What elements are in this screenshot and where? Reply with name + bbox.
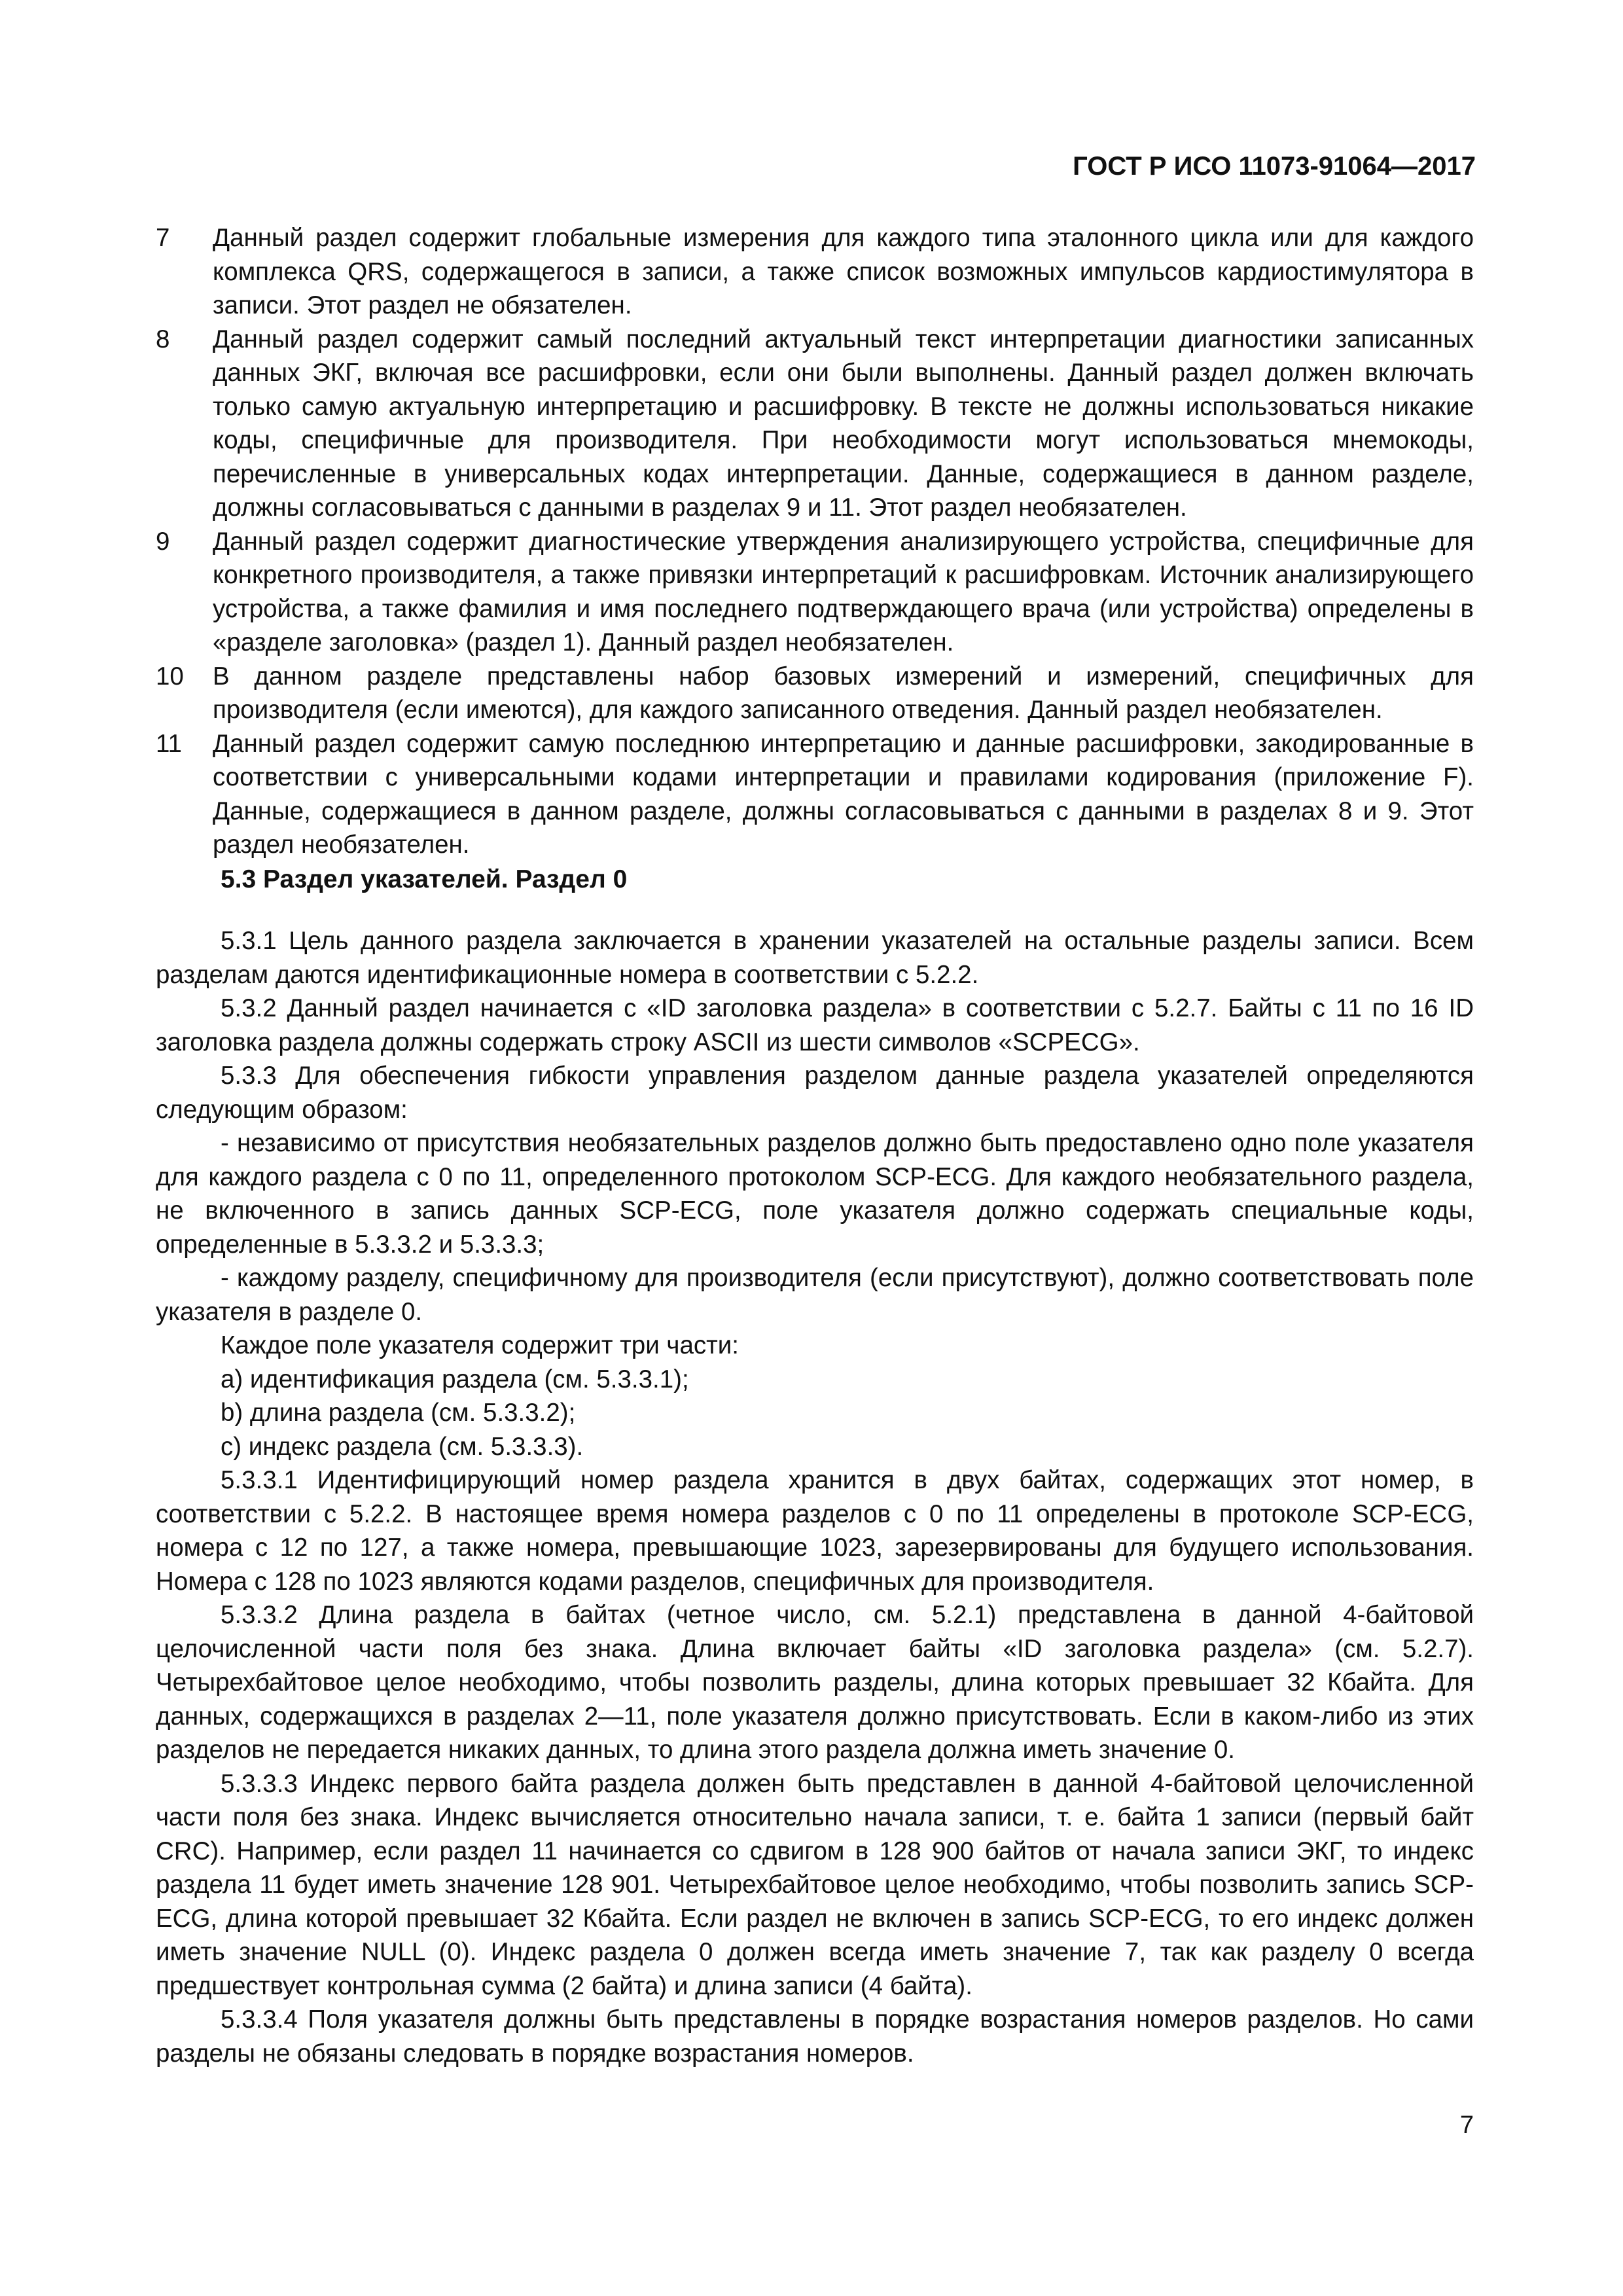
paragraph: 5.3.3.4 Поля указателя должны быть представлены в порядке возрастания номеров разделов. Но сами разделы не обязаны следовать в порядке возрастания номеров. <box>156 2005 1474 2068</box>
paragraph: Каждое поле указателя содержит три части: <box>221 1331 739 1359</box>
page-number: 7 <box>1459 2111 1474 2139</box>
list-item: b) длина раздела (см. 5.3.3.2); <box>221 1399 576 1427</box>
note-number: 7 <box>156 224 170 252</box>
section-body <box>156 863 1474 2070</box>
note-number: 9 <box>156 527 170 556</box>
note-item <box>156 525 1474 660</box>
paragraph: 5.3.2 Данный раздел начинается с «ID заголовка раздела» в соответствии с 5.2.7. Байты с 11 по 16 ID заголовка раздела должны содержать строку ASCII из шести символов «SCPECG». <box>156 994 1474 1056</box>
section-heading: 5.3 Раздел указателей. Раздел 0 <box>221 865 628 893</box>
note-text: Данный раздел содержит самый последний актуальный текст интерпретации диагностики записанных данных ЭКГ, включая все расшифровки, если они были выполнены. Данный раздел должен включать только самую актуальную интерпретацию и расшифровку. В тексте не должны использоваться никакие коды, специфичные для производителя. При необходимости могут использоваться мнемокоды, перечисленные в универсальных кодах интерпретации. Данные, содержащиеся в данном разделе, должны согласовываться с данными в разделах 9 и 11. Этот раздел необязателен. <box>213 325 1474 522</box>
note-text: Данный раздел содержит глобальные измерения для каждого типа эталонного цикла или для каждого комплекса QRS, содержащегося в записи, а также список возможных импульсов кардиостимулятора в записи. Этот раздел не обязателен. <box>213 224 1474 319</box>
list-item: a) идентификация раздела (см. 5.3.3.1); <box>221 1365 689 1393</box>
paragraph: 5.3.3 Для обеспечения гибкости управления разделом данные раздела указателей определяются следующим образом: <box>156 1062 1474 1124</box>
paragraph: 5.3.3.3 Индекс первого байта раздела должен быть представлен в данной 4-байтовой целочисленной части поля без знака. Индекс вычисляется относительно начала записи, т. е. байта 1 записи (первый байт CRC). Например, если раздел 11 начинается со сдвигом в 128 900 байтов от начала записи ЭКГ, то индекс раздела 11 будет иметь значение 128 901. Четырехбайтовое целое необходимо, чтобы позволить запись SCP-ECG, длина которой превышает 32 Кбайта. Если раздел не включен в запись SCP-ECG, то его индекс должен иметь значение NULL (0). Индекс раздела 0 должен всегда иметь значение 7, так как разделу 0 всегда предшествует контрольная сумма (2 байта) и длина записи (4 байта). <box>156 1769 1474 2000</box>
standard-code-header: ГОСТ Р ИСО 11073-91064—2017 <box>1073 152 1476 181</box>
paragraph: 5.3.3.1 Идентифицирующий номер раздела хранится в двух байтах, содержащих этот номер, в соответствии с 5.2.2. В настоящее время номера разделов с 0 по 11 определены в протоколе SCP-ECG, номера с 12 по 127, а также номера, превышающие 1023, зарезервированы для будущего использования. Номера с 128 по 1023 являются кодами разделов, специфичных для производителя. <box>156 1466 1474 1596</box>
note-number: 11 <box>156 729 182 758</box>
notes-list <box>156 221 1474 862</box>
note-number: 10 <box>156 662 184 691</box>
paragraph: 5.3.1 Цель данного раздела заключается в хранении указателей на остальные разделы записи. Всем разделам даются идентификационные номера в соответствии с 5.2.2. <box>156 927 1474 989</box>
list-item: c) индекс раздела (см. 5.3.3.3). <box>221 1432 584 1461</box>
list-item: - независимо от присутствия необязательных разделов должно быть предоставлено одно поле указателя для каждого раздела с 0 по 11, определенного протоколом SCP-ECG. Для каждого необязательного раздела, не включенного в запись данных SCP-ECG, поле указателя должно содержать специальные коды, определенные в 5.3.3.2 и 5.3.3.3; <box>156 1129 1474 1259</box>
paragraph: 5.3.3.2 Длина раздела в байтах (четное число, см. 5.2.1) представлена в данной 4-байтовой целочисленной части поля без знака. Длина включает байты «ID заголовка раздела» (см. 5.2.7). Четырехбайтовое целое необходимо, чтобы позволить разделы, длина которых превышает 32 Кбайта. Для данных, содержащихся в разделах 2—11, поле указателя должно присутствовать. Если в каком-либо из этих разделов не передается никаких данных, то длина этого раздела должна иметь значение 0. <box>156 1601 1474 1764</box>
note-item <box>156 727 1474 862</box>
note-item <box>156 323 1474 525</box>
note-text: Данный раздел содержит самую последнюю интерпретацию и данные расшифровки, закодированные в соответствии с универсальными кодами интерпретации и правилами кодирования (приложение F). Данные, содержащиеся в данном разделе, должны согласовываться с данными в разделах 8 и 9. Этот раздел необязателен. <box>213 729 1474 859</box>
note-item <box>156 221 1474 323</box>
note-number: 8 <box>156 325 170 353</box>
note-item <box>156 660 1474 727</box>
note-text: Данный раздел содержит диагностические утверждения анализирующего устройства, специфичные для конкретного производителя, а также привязки интерпретаций к расшифровкам. Источник анализирующего устройства, а также фамилия и имя последнего подтверждающего врача (или устройства) определены в «разделе заголовка» (раздел 1). Данный раздел необязателен. <box>213 527 1474 656</box>
note-text: В данном разделе представлены набор базовых измерений и измерений, специфичных для производителя (если имеются), для каждого записанного отведения. Данный раздел необязателен. <box>213 662 1474 724</box>
list-item: - каждому разделу, специфичному для производителя (если присутствуют), должно соответствовать поле указателя в разделе 0. <box>156 1264 1474 1326</box>
